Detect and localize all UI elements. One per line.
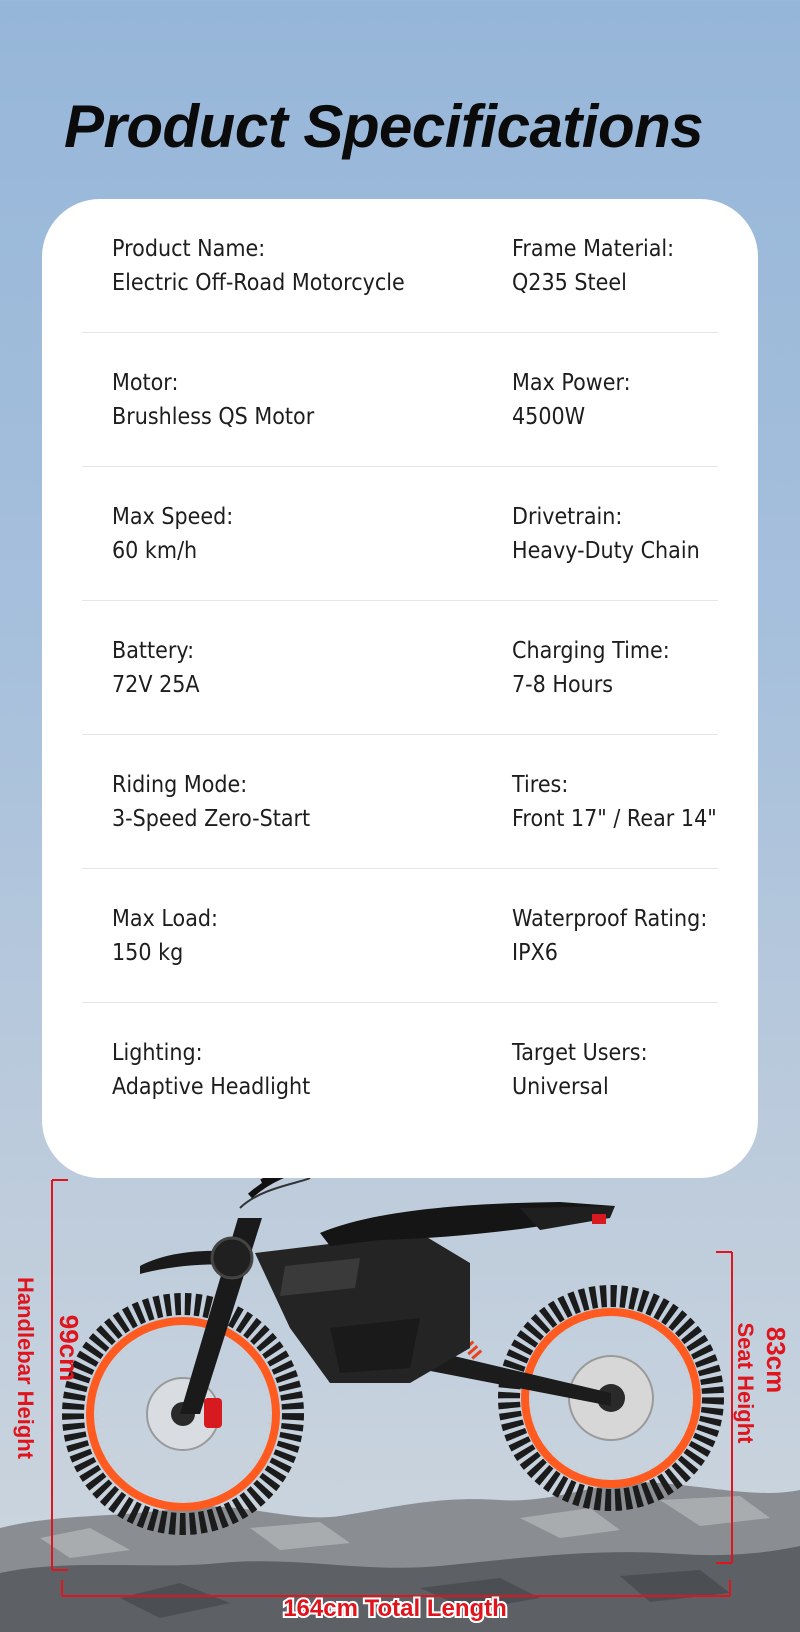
spec-label: Waterproof Rating: <box>512 905 708 932</box>
spec-item-product-name <box>112 199 437 332</box>
spec-label: Lighting: <box>112 1040 203 1066</box>
spec-label: Max Power: <box>512 369 631 396</box>
spec-value: Heavy-Duty Chain <box>512 537 700 564</box>
spec-label: Max Load: <box>112 905 219 932</box>
spec-value: 60 km/h <box>112 537 198 564</box>
spec-item-battery <box>112 601 209 734</box>
spec-label: Tires: <box>512 771 569 798</box>
spec-row <box>82 1003 718 1137</box>
spec-item-max-speed <box>112 467 247 600</box>
spec-row <box>82 199 718 333</box>
spec-row <box>82 601 718 735</box>
seat-height-label: Seat Height <box>733 1322 758 1444</box>
spec-label: Riding Mode: <box>112 771 248 798</box>
spec-item-max-power <box>512 333 644 466</box>
spec-value: 3-Speed Zero-Start <box>112 805 311 832</box>
seat-height-value: 83cm <box>761 1326 791 1394</box>
spec-item-target-users <box>512 1003 663 1137</box>
spec-row <box>82 333 718 467</box>
spec-item-tires <box>512 735 740 868</box>
spec-label: Drivetrain: <box>512 503 623 530</box>
handlebar-height-label: Handlebar Height <box>13 1276 38 1460</box>
spec-row <box>82 735 718 869</box>
spec-item-lighting <box>112 1003 332 1137</box>
spec-label: Max Speed: <box>112 503 234 530</box>
spec-label: Frame Material: <box>512 235 675 262</box>
spec-item-motor <box>112 333 337 466</box>
spec-row <box>82 869 718 1003</box>
spec-label: Charging Time: <box>512 637 670 664</box>
handlebar-height-value: 99cm <box>54 1314 84 1382</box>
total-length-label: 164cm Total Length <box>283 1595 507 1622</box>
spec-value: IPX6 <box>512 939 558 966</box>
spec-value: 4500W <box>512 403 586 430</box>
bike-illustration <box>0 1178 800 1632</box>
spec-value: Q235 Steel <box>512 269 627 296</box>
spec-value: Front 17" / Rear 14" <box>512 805 717 832</box>
spec-label: Motor: <box>112 369 179 396</box>
spec-item-frame-material <box>512 199 692 332</box>
spec-value: Universal <box>512 1074 609 1100</box>
page-title: Product Specifications <box>64 93 704 160</box>
spec-value: 7-8 Hours <box>512 671 614 698</box>
spec-item-drivetrain <box>512 467 721 600</box>
spec-row <box>82 467 718 601</box>
spec-label: Battery: <box>112 637 195 664</box>
spec-item-max-load <box>112 869 230 1002</box>
spec-label: Target Users: <box>512 1040 648 1066</box>
spec-value: Brushless QS Motor <box>112 403 315 430</box>
spec-value: Adaptive Headlight <box>112 1074 311 1100</box>
spec-value: 72V 25A <box>112 671 200 698</box>
spec-value: Electric Off-Road Motorcycle <box>112 269 405 296</box>
spec-item-charging-time <box>512 601 687 734</box>
spec-item-riding-mode <box>112 735 332 868</box>
spec-card <box>42 199 758 1178</box>
bike-illustration-area <box>0 1178 800 1632</box>
spec-item-waterproof-rating <box>512 869 729 1002</box>
spec-label: Product Name: <box>112 235 266 262</box>
spec-value: 150 kg <box>112 939 184 966</box>
bike-body <box>140 1178 615 1414</box>
